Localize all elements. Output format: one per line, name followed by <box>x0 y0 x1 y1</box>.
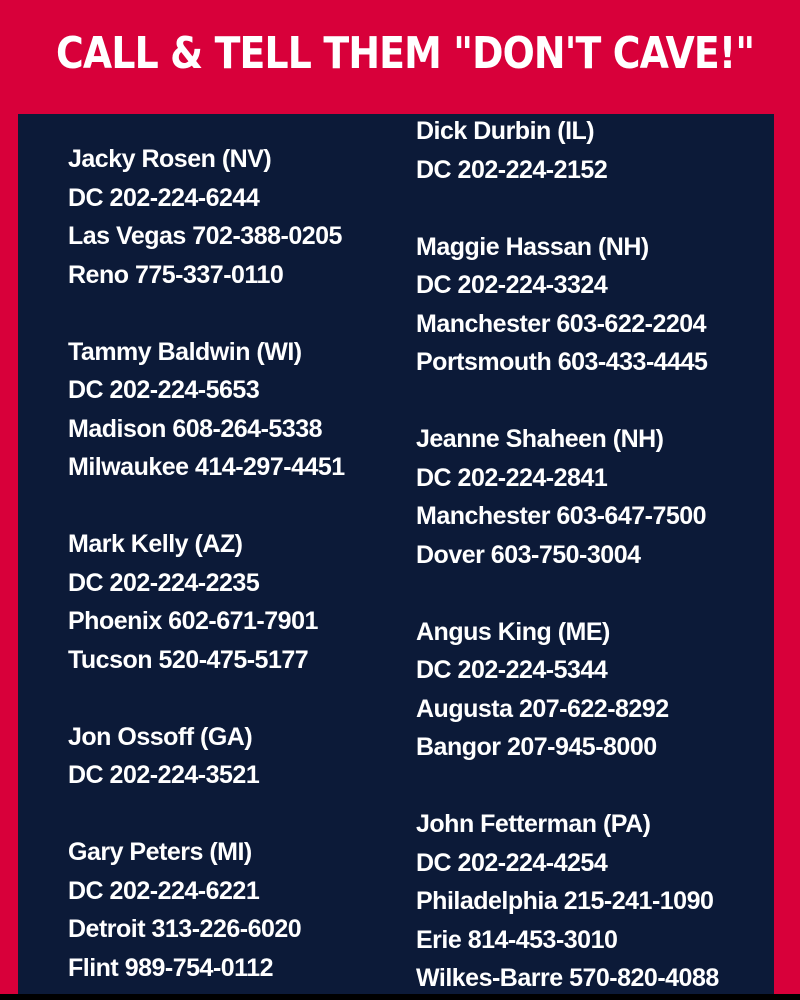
spacer <box>68 679 345 718</box>
phone-line: Phoenix 602-671-7901 <box>68 607 318 635</box>
senator-block-angus-king <box>416 613 719 767</box>
senator-block-tammy-baldwin <box>68 333 345 487</box>
phone-line: DC 202-224-3324 <box>416 271 608 299</box>
senator-name: Jeanne Shaheen (NH) <box>416 425 664 453</box>
phone-line: Philadelphia 215-241-1090 <box>416 887 714 915</box>
senator-block-dick-durbin <box>416 112 719 189</box>
senator-name: Dick Durbin (IL) <box>416 117 595 145</box>
phone-line: Las Vegas 702-388-0205 <box>68 222 342 250</box>
senator-block-maggie-hassan <box>416 228 719 382</box>
phone-line: DC 202-224-5653 <box>68 376 260 404</box>
phone-line: DC 202-224-4254 <box>416 848 608 877</box>
phone-line: DC 202-224-2235 <box>68 568 260 597</box>
headline: CALL & TELL THEM "DON'T CAVE!" <box>56 28 755 79</box>
phone-line: Tucson 520-475-5177 <box>68 645 309 674</box>
phone-line: DC 202-224-2152 <box>416 155 608 184</box>
right-column <box>416 112 719 998</box>
phone-line: DC 202-224-3521 <box>68 761 260 789</box>
senator-name: Jacky Rosen (NV) <box>68 145 272 173</box>
phone-line: Reno 775-337-0110 <box>68 260 284 289</box>
spacer <box>416 767 719 806</box>
phone-line: Detroit 313-226-6020 <box>68 915 302 943</box>
spacer <box>68 487 345 526</box>
left-column <box>68 140 345 987</box>
phone-line: Madison 608-264-5338 <box>68 414 323 443</box>
senator-block-jon-ossoff <box>68 718 345 795</box>
spacer <box>416 189 719 228</box>
phone-line: Portsmouth 603-433-4445 <box>416 348 708 376</box>
senator-block-john-fetterman <box>416 805 719 998</box>
spacer <box>416 382 719 421</box>
phone-line: Flint 989-754-0112 <box>68 953 274 982</box>
senator-name: Mark Kelly (AZ) <box>68 530 243 558</box>
phone-line: Milwaukee 414-297-4451 <box>68 453 345 481</box>
phone-line: Dover 603-750-3004 <box>416 540 641 569</box>
phone-line: Manchester 603-647-7500 <box>416 502 707 530</box>
phone-line: Manchester 603-622-2204 <box>416 309 707 338</box>
senator-name: Angus King (ME) <box>416 617 610 646</box>
senator-block-jeanne-shaheen <box>416 420 719 574</box>
phone-line: DC 202-224-5344 <box>416 656 608 684</box>
spacer <box>416 574 719 613</box>
phone-line: Augusta 207-622-8292 <box>416 694 669 723</box>
senator-name: Tammy Baldwin (WI) <box>68 337 302 366</box>
senator-block-gary-peters <box>68 833 345 987</box>
bottom-strip <box>0 994 800 1000</box>
phone-line: DC 202-224-2841 <box>416 463 608 492</box>
senator-name: Gary Peters (MI) <box>68 838 252 866</box>
phone-line: Wilkes-Barre 570-820-4088 <box>416 964 719 992</box>
senator-name: Maggie Hassan (NH) <box>416 232 649 261</box>
senator-block-mark-kelly <box>68 525 345 679</box>
phone-line: DC 202-224-6221 <box>68 876 260 905</box>
spacer <box>68 294 345 333</box>
senator-block-jacky-rosen <box>68 140 345 294</box>
senator-name: Jon Ossoff (GA) <box>68 722 253 751</box>
phone-line: Erie 814-453-3010 <box>416 925 618 954</box>
senator-name: John Fetterman (PA) <box>416 810 651 838</box>
phone-line: DC 202-224-6244 <box>68 183 260 212</box>
phone-line: Bangor 207-945-8000 <box>416 733 657 761</box>
spacer <box>68 795 345 834</box>
